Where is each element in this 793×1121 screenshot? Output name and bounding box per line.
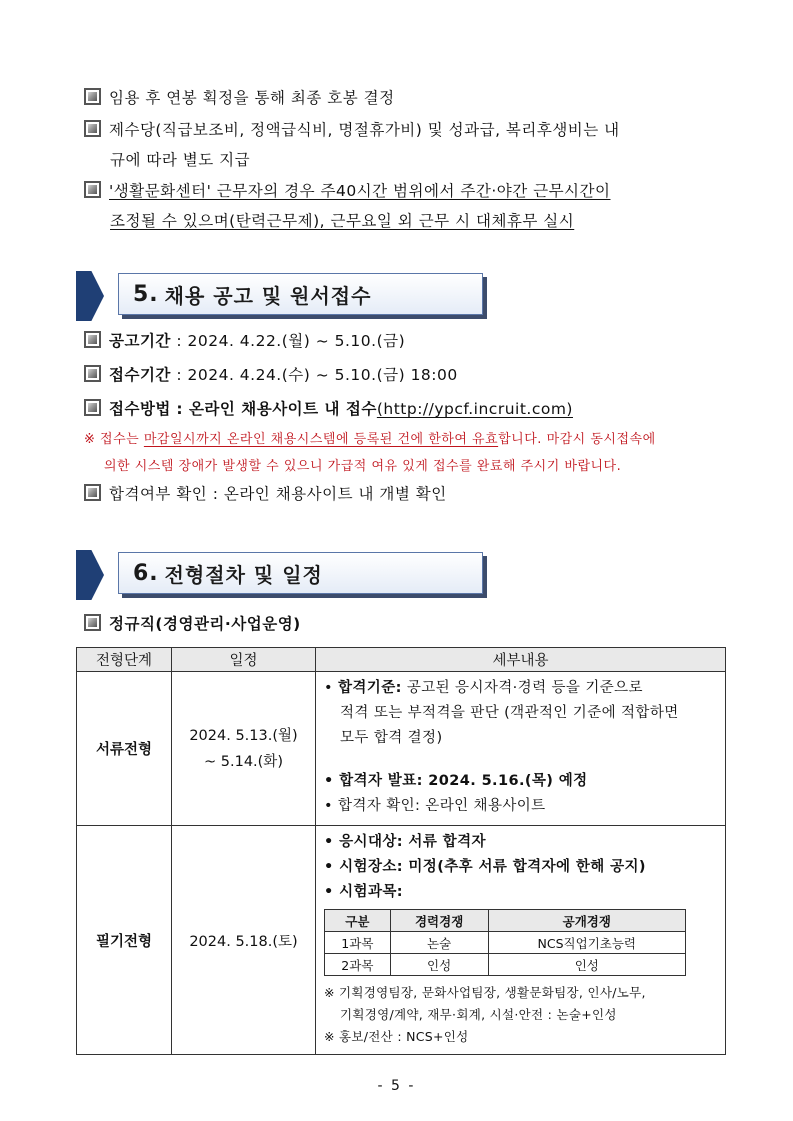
subject-note1: ※ 기획경영팀장, 문화사업팀장, 생활문화팀장, 인사/노무, <box>324 985 646 1000</box>
subjects-line: • 시험과목: <box>324 884 403 900</box>
date-document-line1: 2024. 5.13.(월) <box>189 727 298 744</box>
section-6-title: 전형절차 및 일정 <box>164 562 323 587</box>
notice-period: 공고기간 : 2024. 4.22.(월) ~ 5.10.(금) <box>84 329 405 351</box>
table-row <box>77 672 726 826</box>
section-5-number: 5. <box>133 281 159 307</box>
stage-document: 서류전형 <box>77 672 172 826</box>
header-detail: 세부내용 <box>316 648 726 672</box>
date-document-line2: ~ 5.14.(화) <box>204 753 283 770</box>
subject-cell: 1과목 <box>325 932 391 954</box>
bullet-flexible-work: '생활문화센터' 근무자의 경우 주40시간 범위에서 주간·야간 근무시간이 <box>84 179 610 201</box>
square-bullet-icon <box>84 88 101 105</box>
application-period: 접수기간 : 2024. 4.24.(수) ~ 5.10.(금) 18:00 <box>84 363 458 385</box>
date-document <box>172 672 316 826</box>
square-bullet-icon <box>84 331 101 348</box>
bullet-salary: 임용 후 연봉 획정을 통해 최종 호봉 결정 <box>84 86 395 108</box>
square-bullet-icon <box>84 484 101 501</box>
table-row <box>77 826 726 1055</box>
detail-written <box>316 826 726 1055</box>
subjects-header-career: 경력경쟁 <box>390 910 488 932</box>
table-row <box>325 954 686 976</box>
subject-cell: 인성 <box>488 954 685 976</box>
confirm-line: • 합격자 확인: 온라인 채용사이트 <box>324 798 546 814</box>
application-note-cont: 의한 시스템 장애가 발생할 수 있으니 가급적 여유 있게 접수를 완료해 주시기 바랍니다. <box>104 459 622 474</box>
header-stage: 전형단계 <box>77 648 172 672</box>
bullet-allowance: 제수당(직급보조비, 정액급식비, 명절휴가비) 및 성과급, 복리후생비는 내 <box>84 118 620 140</box>
header-date: 일정 <box>172 648 316 672</box>
bullet-allowance-cont: 규에 따라 별도 지급 <box>110 151 251 169</box>
application-method: 접수방법 : 온라인 채용사이트 내 접수(http://ypcf.incruit.com) <box>84 397 573 419</box>
square-bullet-icon <box>84 399 101 416</box>
subjects-header-open: 공개경쟁 <box>488 910 685 932</box>
place-line: • 시험장소: 미정(추후 서류 합격자에 한해 공지) <box>324 859 646 875</box>
subjects-header-row <box>325 910 686 932</box>
subheading-regular: 정규직(경영관리·사업운영) <box>84 612 301 634</box>
table-header-row <box>77 648 726 672</box>
subject-note2: ※ 홍보/전산 : NCS+인성 <box>324 1029 469 1044</box>
result-check: 합격여부 확인 : 온라인 채용사이트 내 개별 확인 <box>84 482 447 504</box>
section-arrow-icon <box>76 271 104 321</box>
square-bullet-icon <box>84 120 101 137</box>
section-arrow-icon <box>76 550 104 600</box>
section-5-title: 채용 공고 및 원서접수 <box>164 283 372 308</box>
square-bullet-icon <box>84 365 101 382</box>
subject-cell: 2과목 <box>325 954 391 976</box>
section-6-number: 6. <box>133 560 159 586</box>
detail-document <box>316 672 726 826</box>
subject-note1-cont: 기획경영/계약, 재무·회계, 시설·안전 : 논술+인성 <box>340 1007 617 1022</box>
section-5-title-box <box>118 273 483 315</box>
schedule-table <box>76 647 726 1055</box>
criteria-line2: 적격 또는 부적격을 판단 (객관적인 기준에 적합하면 <box>340 705 679 721</box>
subject-cell: 논술 <box>390 932 488 954</box>
subject-cell: 인성 <box>390 954 488 976</box>
section-6-title-box <box>118 552 483 594</box>
target-line: • 응시대상: 서류 합격자 <box>324 834 486 850</box>
application-note: ※ 접수는 마감일시까지 온라인 채용시스템에 등록된 건에 한하여 유효합니다. 마감시 동시접속에 <box>84 432 656 447</box>
bullet-flexible-work-cont: 조정될 수 있으며(탄력근무제), 근무요일 외 근무 시 대체휴무 실시 <box>110 212 575 230</box>
date-written: 2024. 5.18.(토) <box>172 826 316 1055</box>
square-bullet-icon <box>84 614 101 631</box>
subjects-table <box>324 909 686 976</box>
criteria-line3: 모두 합격 결정) <box>340 730 443 746</box>
table-row <box>325 932 686 954</box>
subject-cell: NCS직업기초능력 <box>488 932 685 954</box>
announce-line: • 합격자 발표: 2024. 5.16.(목) 예정 <box>324 773 588 789</box>
recruit-site-link[interactable]: (http://ypcf.incruit.com) <box>376 400 573 418</box>
square-bullet-icon <box>84 181 101 198</box>
criteria-line: • 합격기준: 공고된 응시자격·경력 등을 기준으로 <box>324 680 643 696</box>
subjects-header-category: 구분 <box>325 910 391 932</box>
page-number: - 5 - <box>377 1078 416 1094</box>
stage-written: 필기전형 <box>77 826 172 1055</box>
